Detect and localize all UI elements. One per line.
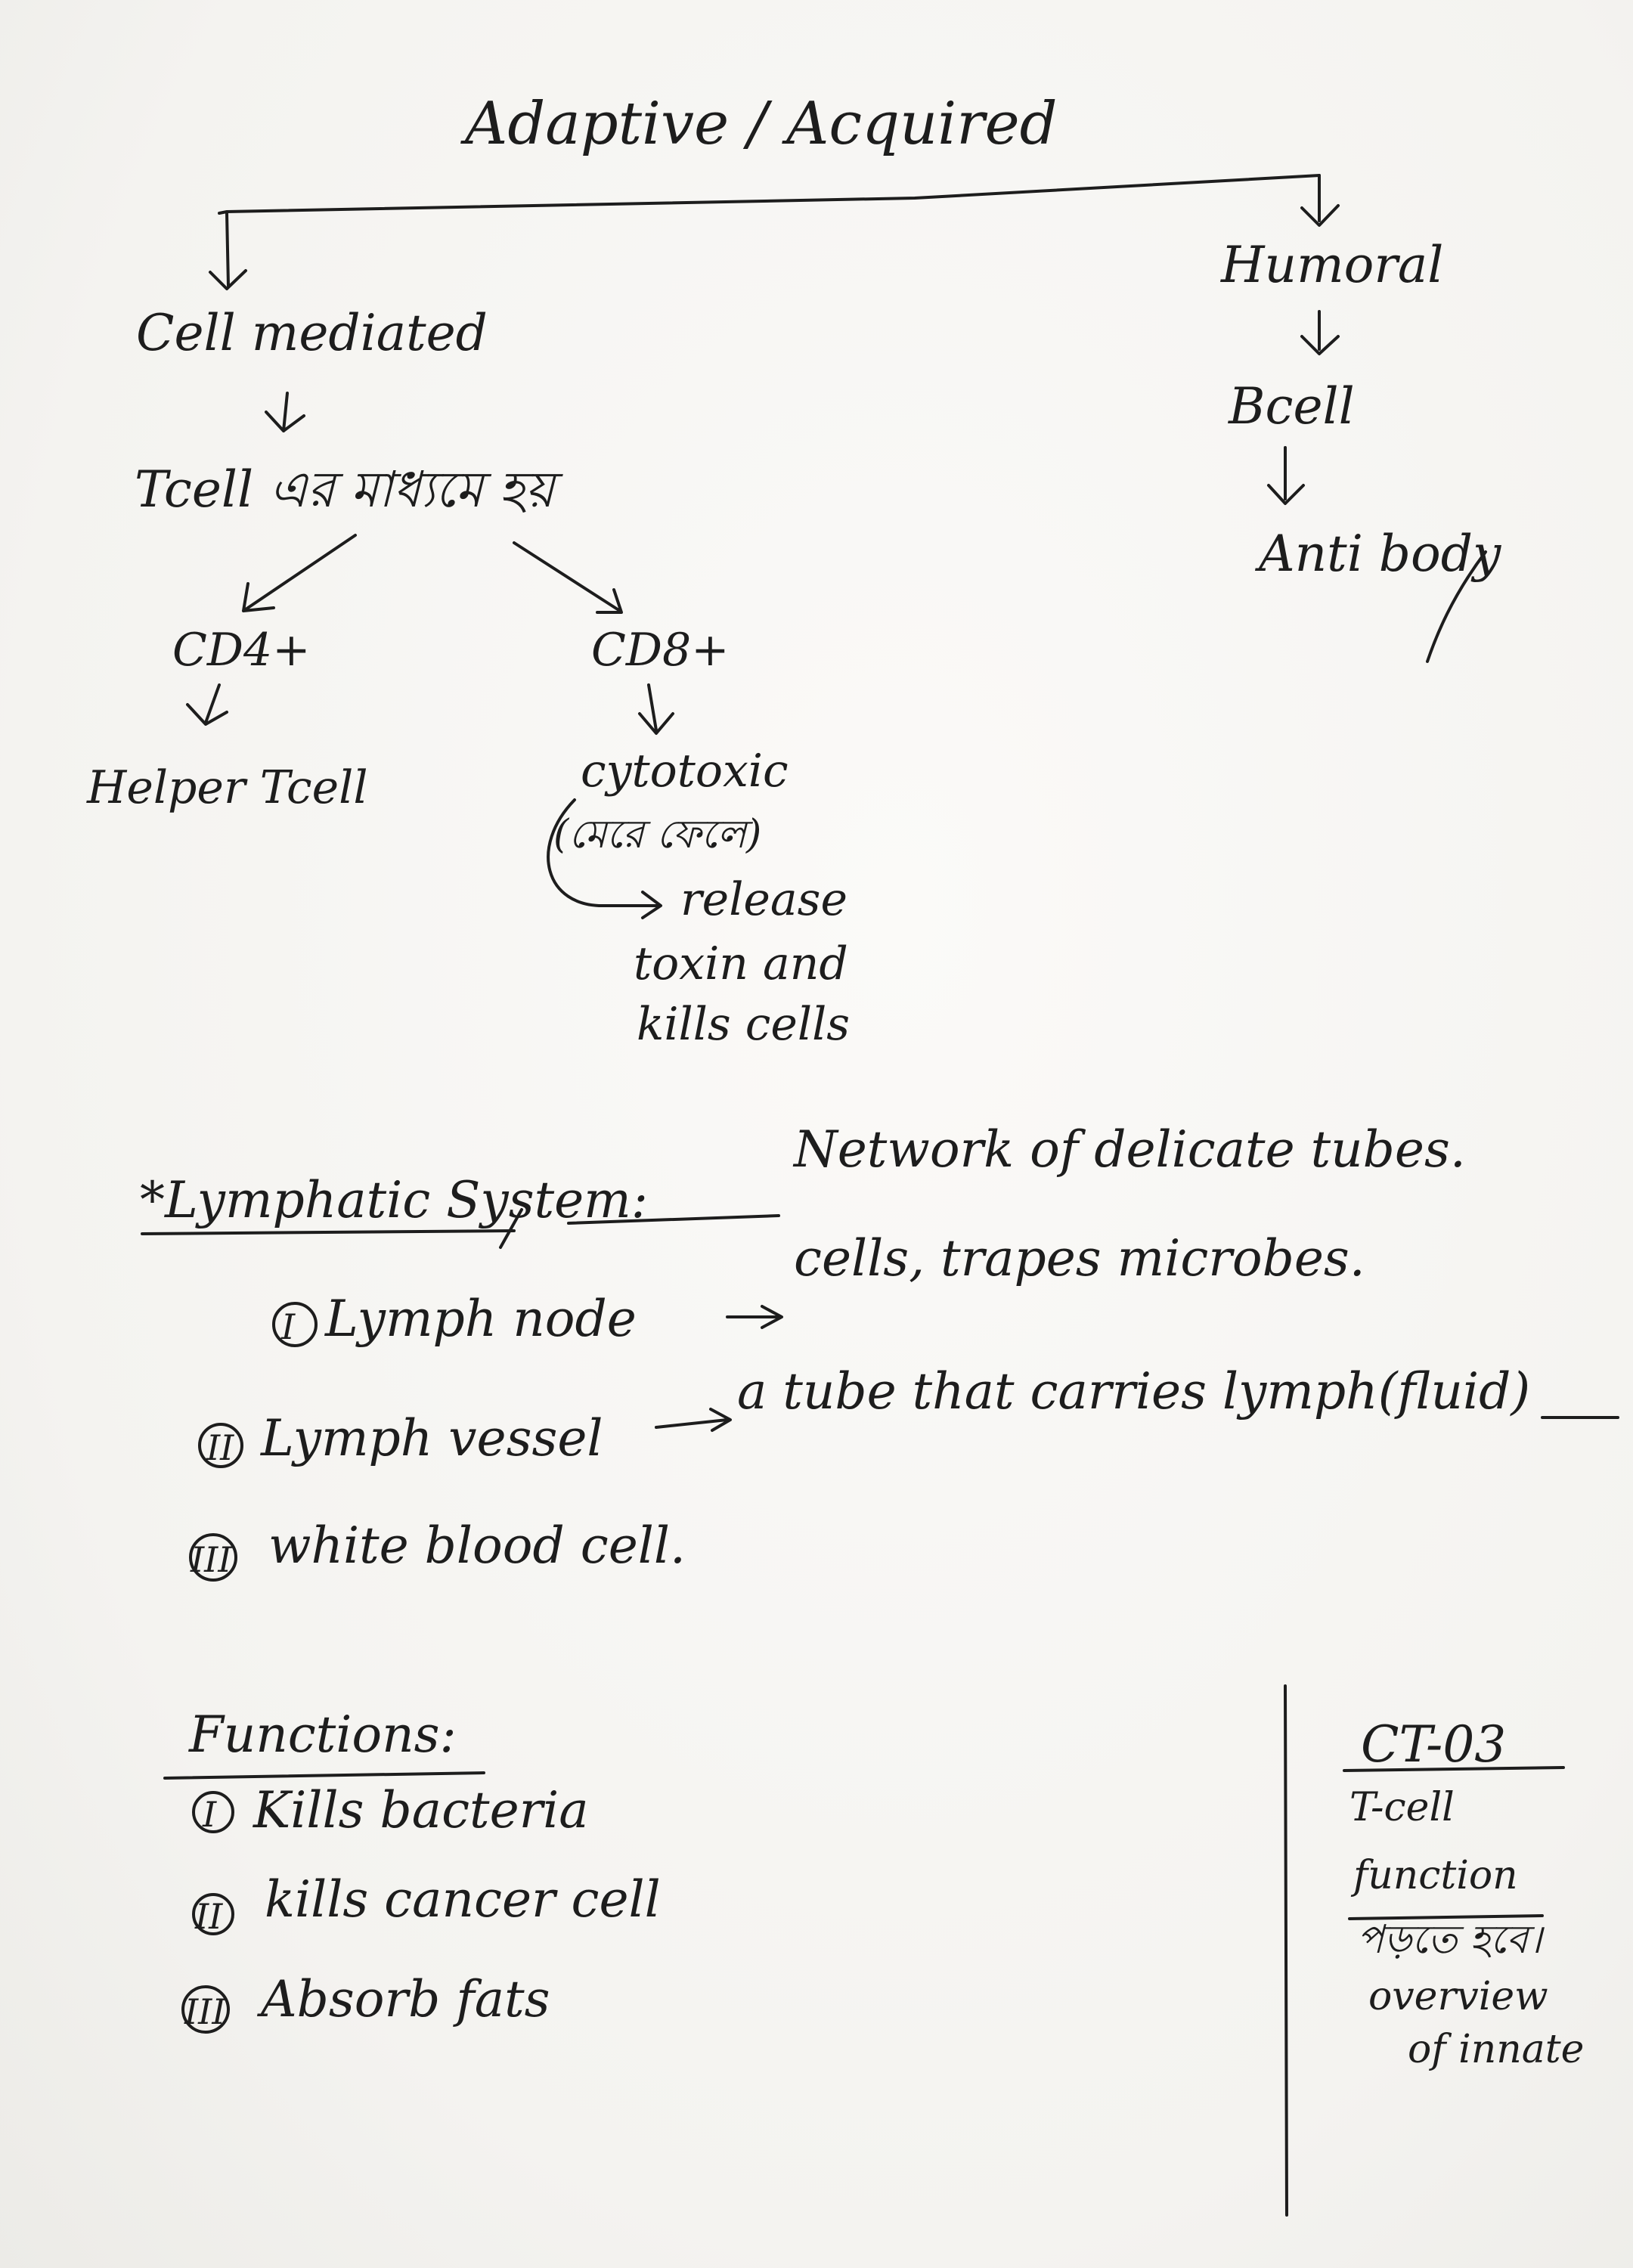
lymph-item-2-desc: a tube that carries lymph(fluid)	[737, 1362, 1531, 1421]
functions-heading: Functions:	[189, 1706, 457, 1764]
diagram-title: Adaptive / Acquired	[465, 90, 1058, 158]
cytotoxic-label: cytotoxic	[581, 745, 789, 798]
lymph-node-arrow	[727, 1306, 782, 1328]
top-bracket-line	[219, 175, 1319, 213]
function-3-text: Absorb fats	[261, 1970, 550, 2028]
function-3-num: III	[184, 1991, 226, 2032]
side-note-line4: overview	[1368, 1974, 1548, 2019]
tcell-text: Tcell এর মাধ্যমে হয়	[135, 460, 555, 519]
humoral-down-arrow	[1302, 311, 1338, 354]
cd8-label: CD8+	[591, 624, 730, 677]
cell-mediated-arrow	[266, 393, 304, 431]
bcell-label: Bcell	[1229, 377, 1355, 435]
side-note-line2: function	[1353, 1853, 1518, 1898]
side-divider	[1285, 1686, 1287, 2215]
cd4-label: CD4+	[172, 624, 311, 677]
cell-mediated-label: Cell mediated	[136, 304, 488, 362]
cd4-down-arrow	[187, 685, 227, 724]
cd4-arrow	[243, 535, 355, 611]
function-1-text: Kills bacteria	[253, 1781, 589, 1839]
lymph-vessel-arrow	[656, 1409, 730, 1430]
left-down-line	[227, 213, 228, 286]
lymphatic-underline-1	[142, 1231, 514, 1234]
lymphatic-heading: *Lymphatic System:	[140, 1171, 648, 1229]
humoral-label: Humoral	[1221, 236, 1444, 294]
side-note-line1: T-cell	[1349, 1785, 1455, 1830]
side-note-heading: CT-03	[1361, 1715, 1507, 1774]
cd8-arrow	[514, 543, 621, 612]
function-2-num: II	[195, 1896, 223, 1937]
bcell-down-arrow	[1269, 448, 1303, 503]
helper-tcell-label: Helper Tcell	[87, 761, 368, 814]
lymph-item-1-num: I	[281, 1306, 296, 1347]
functions-underline	[165, 1773, 484, 1778]
side-note-line5: of innate	[1408, 2027, 1585, 2072]
lymph-item-2-num: II	[206, 1427, 234, 1468]
lymph-item-1-name: Lymph node	[325, 1290, 637, 1348]
toxin-and-text: toxin and	[634, 937, 848, 990]
lymph-item-3-num: III	[191, 1539, 232, 1580]
kills-cells-text: kills cells	[637, 998, 851, 1051]
cd8-down-arrow	[640, 685, 673, 733]
function-2-text: kills cancer cell	[265, 1870, 661, 1929]
lymph-item-2-name: Lymph vessel	[261, 1409, 603, 1467]
lymph-item-3-name: white blood cell.	[268, 1517, 686, 1575]
cytotoxic-note: (মেরে ফেলে)	[553, 812, 762, 857]
side-note-line3: পড়তে হবে।	[1357, 1917, 1542, 1963]
function-1-num: I	[203, 1794, 217, 1835]
lymph-item-1-desc: cells, trapes microbes.	[794, 1229, 1365, 1287]
lymphatic-definition: Network of delicate tubes.	[794, 1120, 1466, 1179]
antibody-label: Anti body	[1259, 525, 1501, 583]
release-text: release	[680, 873, 847, 926]
